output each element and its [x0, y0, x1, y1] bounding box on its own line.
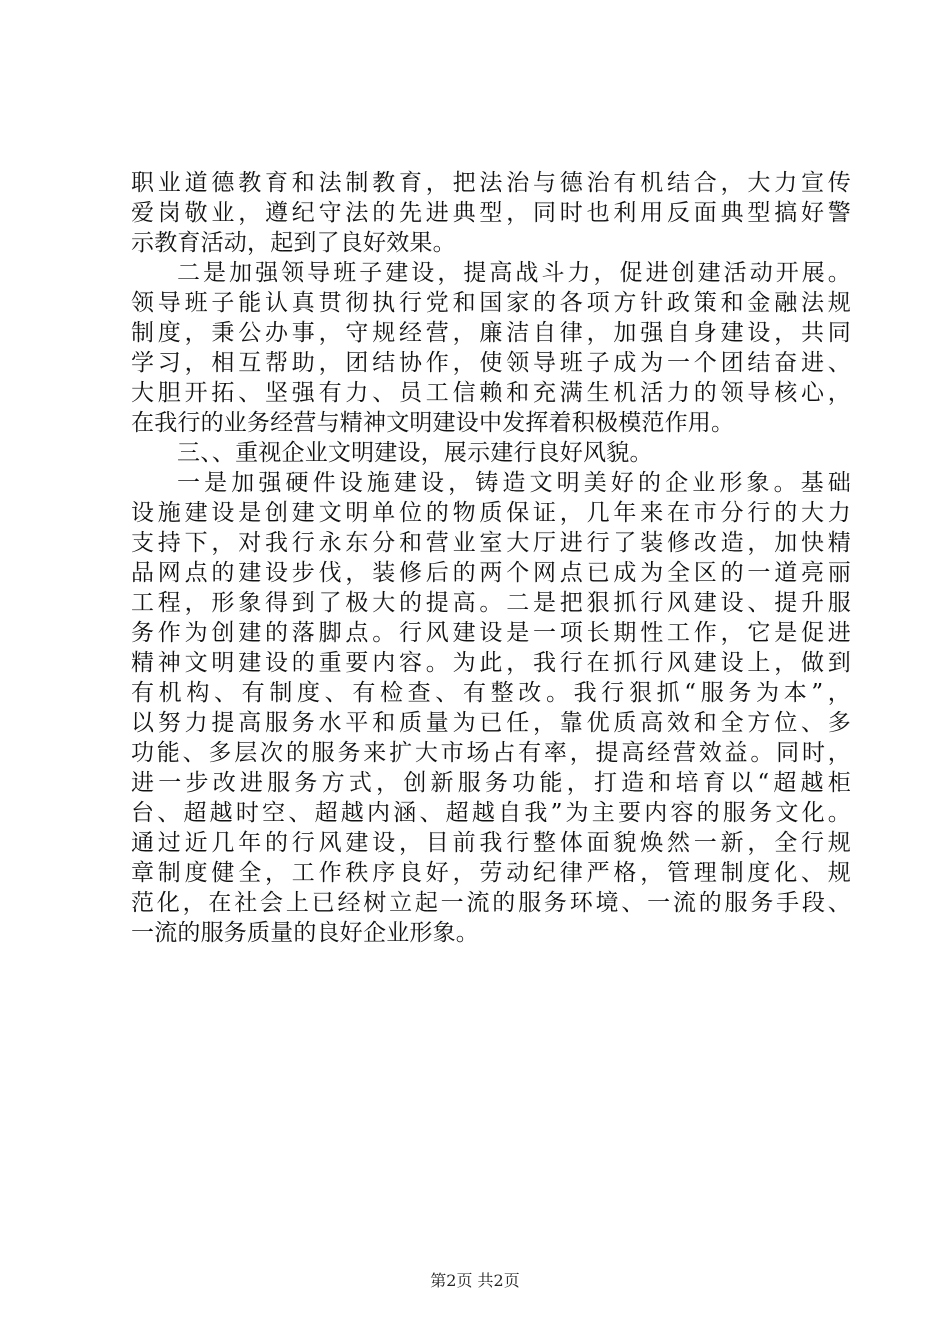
body-text	[131, 168, 851, 948]
text-line: 章制度健全，工作秩序良好，劳动纪律严格，管理制度化、规	[131, 860, 851, 886]
text-line: 进一步改进服务方式，创新服务功能，打造和培育以“超越柜	[131, 770, 851, 796]
text-line: 以努力提高服务水平和质量为已任，靠优质高效和全方位、多	[131, 710, 851, 736]
text-line: 支持下，对我行永东分和营业室大厅进行了装修改造，加快精	[131, 530, 851, 556]
text-line: 台、超越时空、超越内涵、超越自我”为主要内容的服务文化。	[131, 800, 851, 826]
text-line: 爱岗敬业，遵纪守法的先进典型，同时也利用反面典型搞好警	[131, 200, 851, 226]
text-line: 领导班子能认真贯彻执行党和国家的各项方针政策和金融法规	[131, 290, 851, 316]
text-line: 范化，在社会上已经树立起一流的服务环境、一流的服务手段、	[131, 890, 851, 916]
text-line: 职业道德教育和法制教育，把法治与德治有机结合，大力宣传	[131, 170, 851, 196]
text-line: 通过近几年的行风建设，目前我行整体面貌焕然一新，全行规	[131, 830, 851, 856]
text-line: 一流的服务质量的良好企业形象。	[131, 920, 479, 946]
text-line: 务作为创建的落脚点。行风建设是一项长期性工作，它是促进	[131, 620, 851, 646]
text-line: 品网点的建设步伐，装修后的两个网点已成为全区的一道亮丽	[131, 560, 851, 586]
text-line: 示教育活动，起到了良好效果。	[131, 230, 456, 256]
text-line: 一是加强硬件设施建设，铸造文明美好的企业形象。基础	[177, 470, 851, 496]
text-line: 二是加强领导班子建设，提高战斗力，促进创建活动开展。	[177, 260, 851, 286]
text-line: 在我行的业务经营与精神文明建设中发挥着积极模范作用。	[131, 410, 735, 436]
text-line: 功能、多层次的服务来扩大市场占有率，提高经营效益。同时，	[131, 740, 851, 766]
text-line: 工程，形象得到了极大的提高。二是把狠抓行风建设、提升服	[131, 590, 851, 616]
text-line: 有机构、有制度、有检查、有整改。我行狠抓“服务为本”，	[131, 680, 851, 706]
text-line: 三、、重视企业文明建设，展示建行良好风貌。	[177, 440, 653, 466]
page-footer: 第2页 共2页	[430, 1271, 520, 1290]
text-line: 精神文明建设的重要内容。为此，我行在抓行风建设上，做到	[131, 650, 851, 676]
text-line: 学习，相互帮助，团结协作，使领导班子成为一个团结奋进、	[131, 350, 851, 376]
text-line: 制度，秉公办事，守规经营，廉洁自律，加强自身建设，共同	[131, 320, 851, 346]
text-line: 设施建设是创建文明单位的物质保证，几年来在市分行的大力	[131, 500, 851, 526]
text-line: 大胆开拓、坚强有力、员工信赖和充满生机活力的领导核心，	[131, 380, 851, 406]
